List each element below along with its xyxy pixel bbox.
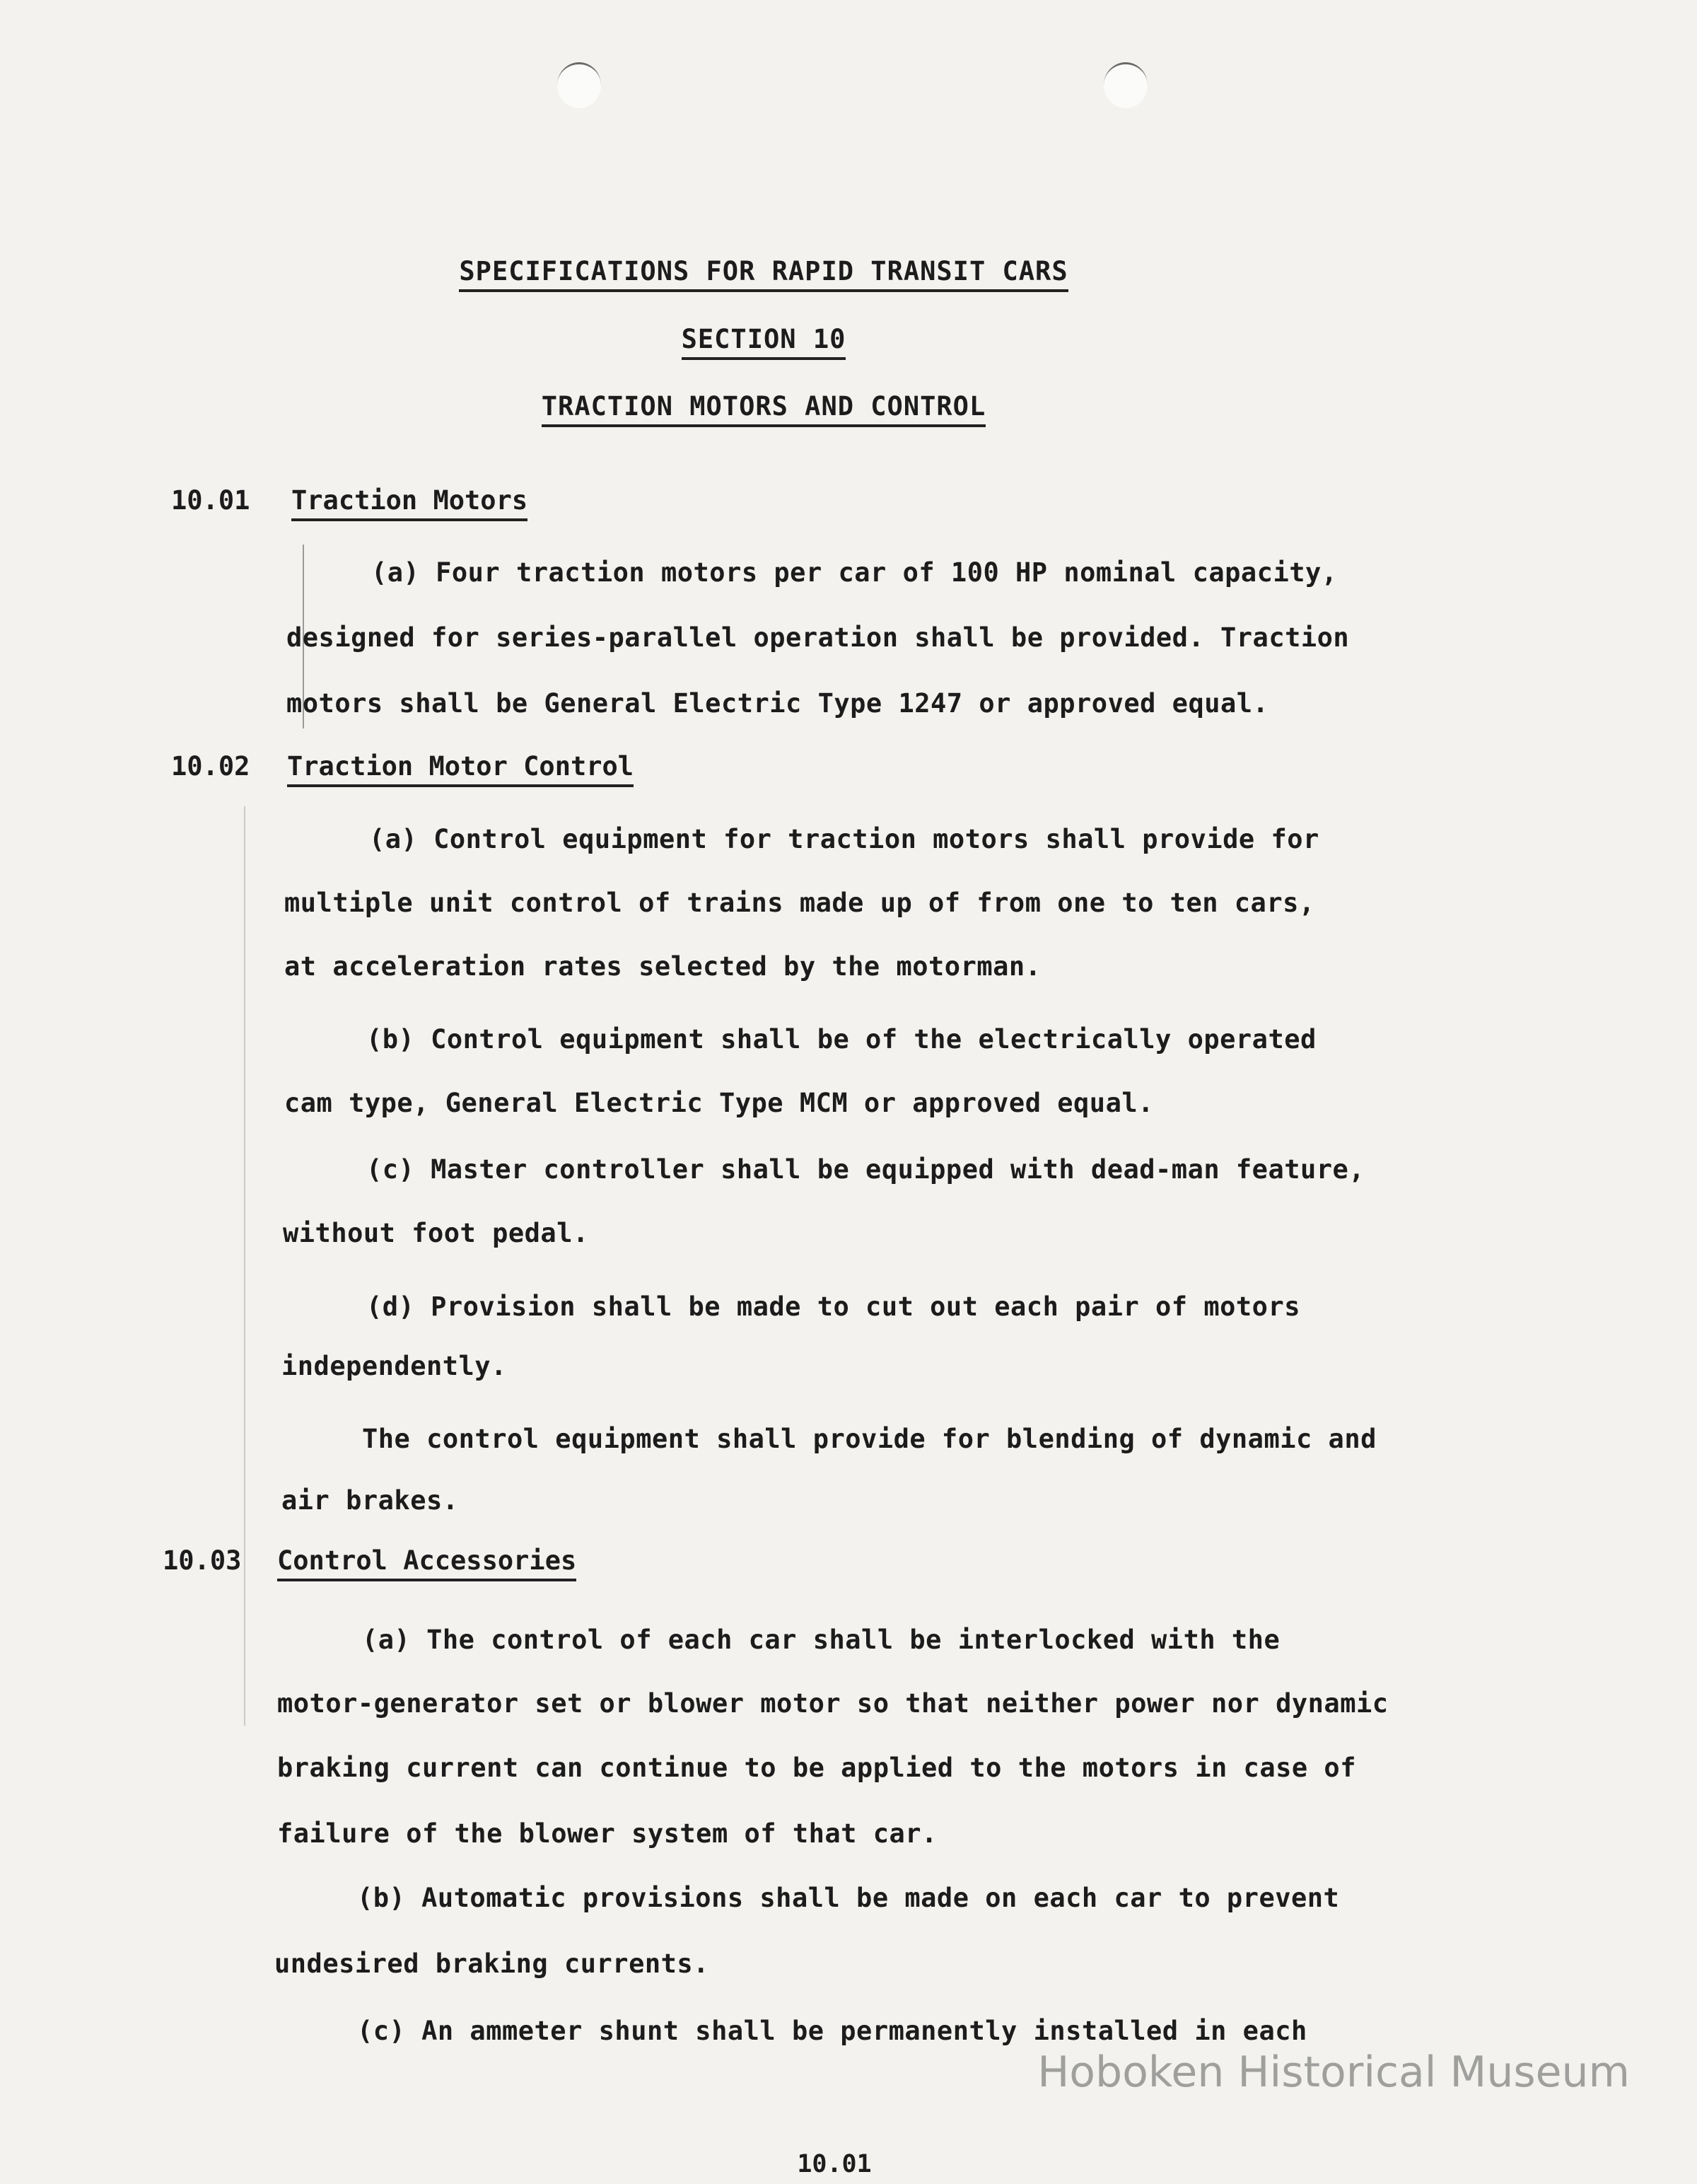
punch-hole-right — [1104, 62, 1148, 108]
paragraph-line: (a) The control of each car shall be interlocked with the — [362, 1625, 1281, 1655]
section-title: Traction Motor Control — [287, 751, 634, 787]
section-number: 10.01 — [171, 485, 250, 516]
paragraph-line: braking current can continue to be applied to the motors in case of — [277, 1753, 1356, 1783]
punch-hole-left — [557, 62, 601, 108]
paragraph-line: (a) Control equipment for traction motors shall provide for — [369, 824, 1319, 854]
section-heading: SECTION 10 — [0, 324, 1527, 354]
paragraph-line: at acceleration rates selected by the motorman. — [284, 951, 1042, 982]
paragraph-line: (b) Control equipment shall be of the electrically operated — [366, 1024, 1317, 1055]
paragraph-line: The control equipment shall provide for blending of dynamic and — [362, 1424, 1377, 1454]
paragraph-line: independently. — [281, 1351, 507, 1381]
page-number: 10.01 — [797, 2150, 872, 2178]
watermark: Hoboken Historical Museum — [1037, 2047, 1630, 2097]
paragraph-line: (c) An ammeter shunt shall be permanently installed in each — [357, 2016, 1307, 2046]
section-title: Traction Motors — [291, 485, 527, 521]
paragraph-line: (c) Master controller shall be equipped with dead-man feature, — [366, 1154, 1365, 1185]
paragraph-line: designed for series-parallel operation shall be provided. Traction — [286, 622, 1350, 653]
paragraph-line: undesired braking currents. — [274, 1948, 709, 1979]
paragraph-line: multiple unit control of trains made up of from one to ten cars, — [284, 888, 1315, 918]
paragraph-line: motor-generator set or blower motor so that neither power nor dynamic — [277, 1688, 1389, 1719]
paragraph-line: (d) Provision shall be made to cut out each pair of motors — [366, 1291, 1301, 1322]
paragraph-line: cam type, General Electric Type MCM or approved equal. — [284, 1088, 1154, 1118]
margin-mark — [244, 806, 245, 1726]
section-title: Control Accessories — [277, 1545, 576, 1581]
section-number: 10.02 — [171, 751, 250, 782]
section-subject: TRACTION MOTORS AND CONTROL — [0, 391, 1527, 422]
paragraph-line: (b) Automatic provisions shall be made on each car to prevent — [357, 1883, 1340, 1913]
paragraph-line: motors shall be General Electric Type 1247 or approved equal. — [286, 688, 1269, 719]
paragraph-line: (a) Four traction motors per car of 100 HP nominal capacity, — [371, 557, 1338, 588]
document-title: SPECIFICATIONS FOR RAPID TRANSIT CARS — [0, 256, 1527, 286]
paragraph-line: without foot pedal. — [283, 1218, 589, 1248]
paragraph-line: air brakes. — [281, 1485, 459, 1516]
paragraph-line: failure of the blower system of that car. — [277, 1818, 938, 1849]
section-number: 10.03 — [163, 1545, 242, 1576]
